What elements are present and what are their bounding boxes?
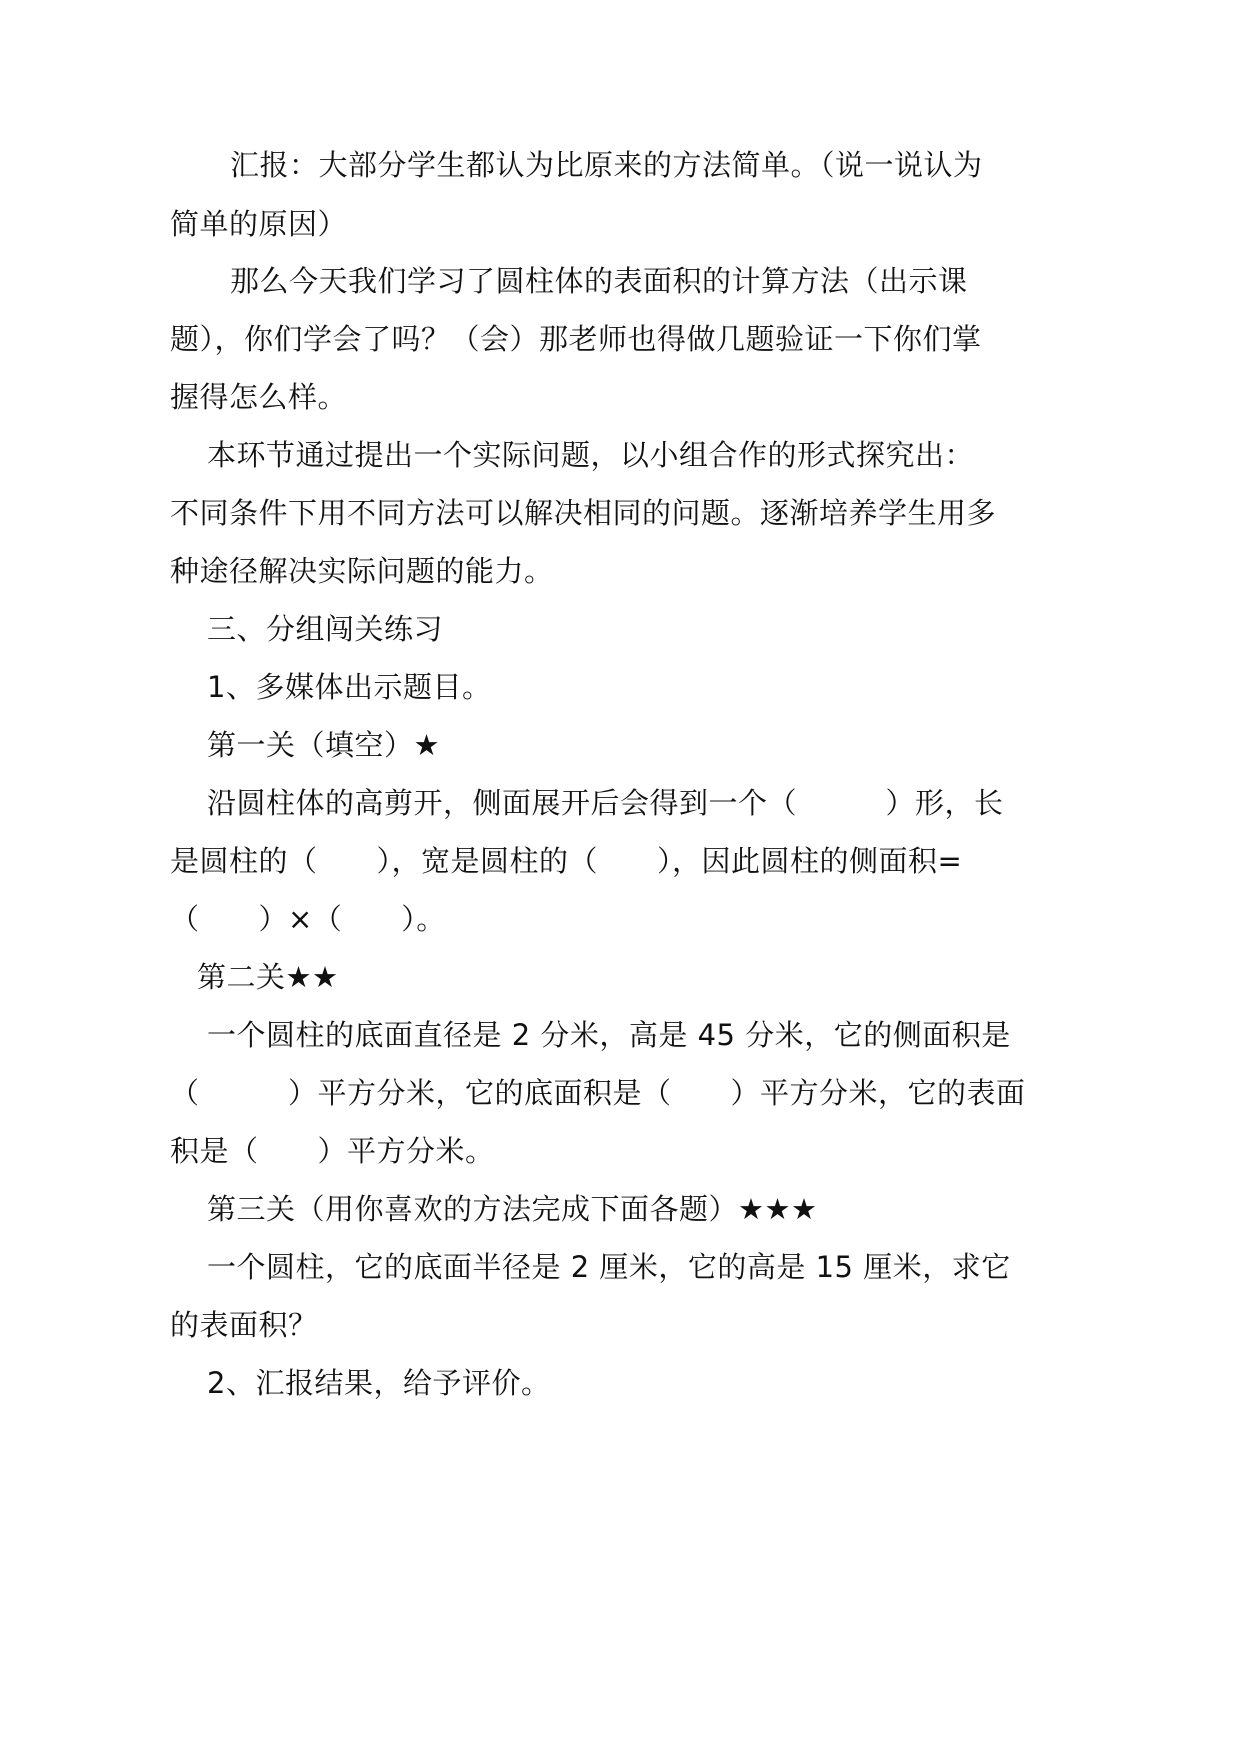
question-line: （ ）×（ ）。: [170, 902, 446, 936]
question-line: 的表面积？: [170, 1308, 318, 1342]
question-line: 一个圆柱的底面直径是 2 分米，高是 45 分米，它的侧面积是: [207, 1018, 1011, 1052]
section-heading: 三、分组闯关练习: [207, 612, 444, 646]
paragraph-line: 题），你们学会了吗？（会）那老师也得做几题验证一下你们掌: [170, 322, 982, 356]
paragraph-line: 简单的原因）: [170, 207, 348, 241]
level-heading: 第三关（用你喜欢的方法完成下面各题）★★★: [207, 1192, 818, 1226]
level-heading: 第一关（填空）★: [207, 728, 440, 762]
paragraph-line: 握得怎么样。: [170, 380, 348, 414]
paragraph-line: 2、汇报结果，给予评价。: [207, 1366, 551, 1400]
paragraph-line: 那么今天我们学习了圆柱体的表面积的计算方法（出示课: [230, 264, 968, 298]
question-line: 一个圆柱，它的底面半径是 2 厘米，它的高是 15 厘米，求它: [207, 1250, 1011, 1284]
question-line: 是圆柱的（ ），宽是圆柱的（ ），因此圆柱的侧面积=: [170, 844, 963, 878]
question-line: 沿圆柱体的高剪开，侧面展开后会得到一个（ ）形，长: [207, 786, 1004, 820]
paragraph-line: 1、多媒体出示题目。: [207, 670, 492, 704]
question-line: （ ）平方分米，它的底面积是（ ）平方分米，它的表面: [170, 1076, 1026, 1110]
paragraph-line: 本环节通过提出一个实际问题，以小组合作的形式探究出：: [207, 438, 975, 472]
paragraph-line: 汇报：大部分学生都认为比原来的方法简单。（说一说认为: [230, 148, 983, 182]
paragraph-line: 不同条件下用不同方法可以解决相同的问题。逐渐培养学生用多: [170, 496, 997, 530]
paragraph-line: 种途径解决实际问题的能力。: [170, 554, 554, 588]
question-line: 积是（ ）平方分米。: [170, 1134, 495, 1168]
level-heading: 第二关★★: [197, 960, 339, 994]
